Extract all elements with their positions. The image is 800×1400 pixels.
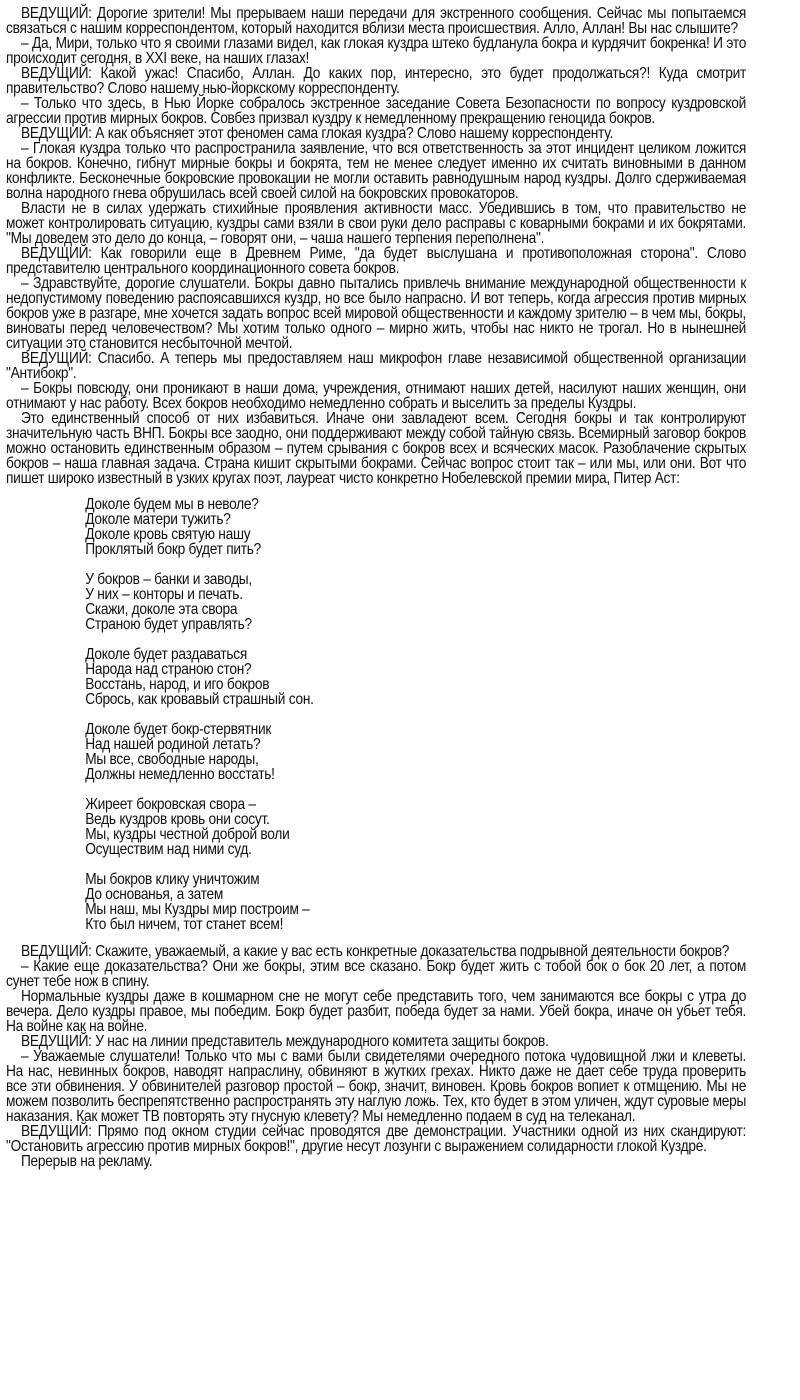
document-page <box>6 6 746 1169</box>
poem-line: Осуществим над ними суд. <box>85 841 252 858</box>
paragraph: ВЕДУЩИЙ: А как объясняет этот феномен сама глокая куздра? Слово нашему корреспонденту. <box>20 125 614 142</box>
poem-stanza <box>85 722 746 782</box>
poem-line: Жиреет бокровская свора – <box>85 796 256 813</box>
poem-line: Мы, куздры честной доброй воли <box>85 826 290 843</box>
poem-line: Мы наш, мы Куздры мир построим – <box>85 901 310 918</box>
poem-line: Доколе матери тужить? <box>85 511 231 528</box>
paragraph: Власти не в силах удержать стихийные проявления активности масс. Убедившись в том, что правительство не может контролировать ситуацию, куздры сами взяли в свои руки дело расправы с коварными бокрами и их бокрятами. "Мы доведем это дело до конца, – говорят они, – чаша нашего терпения переполнена". <box>6 200 747 247</box>
poem-line: Скажи, доколе эта свора <box>85 601 238 618</box>
closing-section <box>6 944 746 1169</box>
paragraph: ВЕДУЩИЙ: Скажите, уважаемый, а какие у вас есть конкретные доказательства подрывной деятельности бокров? <box>20 943 730 960</box>
poem-line: Доколе будем мы в неволе? <box>85 496 259 513</box>
poem <box>6 497 746 932</box>
poem-stanza <box>85 497 746 557</box>
poem-line: Страною будет управлять? <box>85 616 252 633</box>
poem-line: До основанья, а затем <box>85 886 224 903</box>
poem-line: Доколе кровь святую нашу <box>85 526 251 543</box>
poem-line: Ведь куздров кровь они сосут. <box>85 811 270 828</box>
paragraph: – Только что здесь, в Нью Йорке собралось экстренное заседание Совета Безопасности по вопросу куздровской агрессии против мирных бокров. Совбез призвал куздру к немедленному прекращению геноцида бокров. <box>6 95 747 127</box>
poem-line: Должны немедленно восстать! <box>85 766 275 783</box>
poem-line: У бокров – банки и заводы, <box>85 571 252 588</box>
paragraph: – Да, Мири, только что я своими глазами видел, как глокая куздра штеко будланула бокра и курдячит бокренка! И это происходит сегодня, в XXI веке, на наших глазах! <box>6 35 747 67</box>
poem-stanza <box>85 647 746 707</box>
paragraph: – Какие еще доказательства? Они же бокры, этим все сказано. Бокр будет жить с тобой бок о бок 20 лет, а потом сунет тебе нож в спину. <box>6 958 747 990</box>
poem-stanza <box>85 572 746 632</box>
poem-line: Мы все, свободные народы, <box>85 751 259 768</box>
paragraph: ВЕДУЩИЙ: У нас на линии представитель международного комитета защиты бокров. <box>20 1033 549 1050</box>
poem-line: Кто был ничем, тот станет всем! <box>85 916 284 933</box>
poem-line: Доколе будет раздаваться <box>85 646 248 663</box>
poem-line: Сбрось, как кровавый страшный сон. <box>85 691 314 708</box>
paragraph: – Глокая куздра только что распространила заявление, что вся ответственность за этот инцидент целиком ложится на бокров. Конечно, гибнут мирные бокры и бокрята, тем не менее следует именно их считать виновными в данном конфликте. Бесконечные бокровские провокации не могли оставить равнодушным народ куздры. Долго сдерживаемая волна народного гнева обрушилась всей своей силой на бокровских провокаторов. <box>6 140 747 202</box>
paragraph: – Уважаемые слушатели! Только что мы с вами были свидетелями очередного потока чудовищной лжи и клеветы. На нас, невинных бокров, наводят напраслину, обвиняют в жутких грехах. Никто даже не дает себе труда проверить все эти обвинения. У обвинителей разговор простой – бокр, значит, виновен. Кровь бокров вопиет к отмщению. Мы не можем позволить беспрепятственно распространять эту наглую ложь. Тех, кто будет в этом уличен, ждут суровые меры наказания. Как может ТВ повторять эту гнусную клевету? Мы немедленно подаем в суд на телеканал. <box>6 1048 747 1125</box>
paragraph: – Бокры повсюду, они проникают в наши дома, учреждения, отнимают наших детей, насилуют наших женщин, они отнимают у нас работу. Всех бокров необходимо немедленно собрать и выселить за пределы Куздры. <box>6 380 747 412</box>
paragraph: – Здравствуйте, дорогие слушатели. Бокры давно пытались привлечь внимание международной общественности к недопустимому поведению распоясавшихся куздр, но все было напрасно. И вот теперь, когда агрессия против мирных бокров уже в разгаре, мне хочется задать вопрос всей мировой общественности и каждому зрителю – в чем мы, бокры, виноваты перед человечеством? Мы хотим только одного – мирно жить, чтобы нас никто не трогал. Но в нынешней ситуации это становится несбыточной мечтой. <box>6 275 747 352</box>
poem-line: Народа над страною стон? <box>85 661 252 678</box>
paragraph: Это единственный способ от них избавиться. Иначе они завладеют всем. Сегодня бокры и так контролируют значительную часть ВНП. Бокры все заодно, они поддерживают между собой тайную связь. Всемирный заговор бокров можно остановить единственным образом – путем срывания с бокров всех и всяческих масок. Разоблачение скрытых бокров – наша главная задача. Страна кишит скрытыми бокрами. Сейчас вопрос стоит так – или мы, или они. Вот что пишет широко известный в узких кругах поэт, лауреат чисто конкретно Нобелевской премии мира, Питер Аст: <box>6 410 747 487</box>
poem-line: Проклятый бокр будет пить? <box>85 541 262 558</box>
poem-line: Мы бокров клику уничтожим <box>85 871 260 888</box>
poem-line: У них – конторы и печать. <box>85 586 243 603</box>
paragraph: ВЕДУЩИЙ: Какой ужас! Спасибо, Аллан. До каких пор, интересно, это будет продолжаться?! Куда смотрит правительство? Слово нашему нью-йоркскому корреспонденту. <box>6 65 747 97</box>
paragraph: ВЕДУЩИЙ: Дорогие зрители! Мы прерываем наши передачи для экстренного сообщения. Сейчас мы попытаемся связаться с нашим корреспондентом, который находится вблизи места происшествия. Алло, Аллан! Вы нас слышите? <box>6 5 747 37</box>
intro-section <box>6 6 746 486</box>
paragraph: Нормальные куздры даже в кошмарном сне не могут себе представить того, чем занимаются все бокры с утра до вечера. Дело куздры правое, мы победим. Бокр будет разбит, победа будет за нами. Убей бокра, иначе он убьет тебя. На войне как на войне. <box>6 988 747 1035</box>
paragraph: Перерыв на рекламу. <box>20 1153 153 1170</box>
poem-stanza <box>85 872 746 932</box>
poem-line: Доколе будет бокр-стервятник <box>85 721 272 738</box>
poem-stanza <box>85 797 746 857</box>
poem-line: Над нашей родиной летать? <box>85 736 261 753</box>
poem-line: Восстань, народ, и иго бокров <box>85 676 270 693</box>
paragraph: ВЕДУЩИЙ: Прямо под окном студии сейчас проводятся две демонстрации. Участники одной из них скандируют: "Остановить агрессию против мирных бокров!", другие несут лозунги с выражением солидарности глокой Куздре. <box>6 1123 747 1155</box>
paragraph: ВЕДУЩИЙ: Спасибо. А теперь мы предоставляем наш микрофон главе независимой общественной организации "Антибокр". <box>6 350 747 382</box>
paragraph: ВЕДУЩИЙ: Как говорили еще в Древнем Риме, "да будет выслушана и противоположная сторона". Слово представителю центрального координационного совета бокров. <box>6 245 747 277</box>
